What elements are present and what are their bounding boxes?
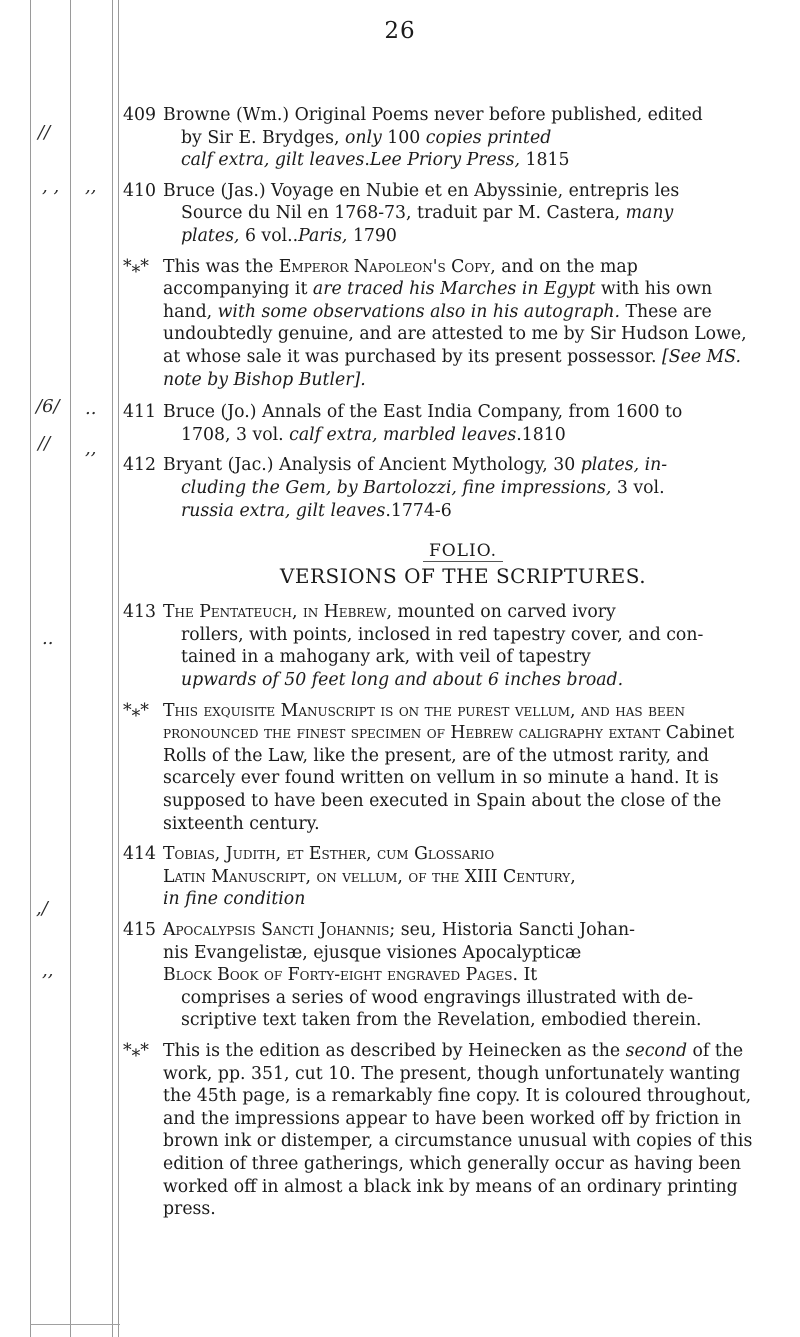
entry-line: Latin Manuscript, on vellum, of the XIII Century, bbox=[163, 866, 576, 887]
imprint-year: 1810 bbox=[521, 424, 566, 445]
entry-411 bbox=[123, 401, 763, 446]
asterism: *⁎* bbox=[123, 256, 149, 277]
entry-412 bbox=[123, 454, 763, 522]
entry-line: Bruce (Jo.) Annals of the East India Company, from 1600 to bbox=[163, 402, 683, 423]
note-line: unusual with copies of this edition of three gatherings, which bbox=[163, 1131, 753, 1174]
note-line: ink by means of an ordinary printing press. bbox=[163, 1176, 738, 1220]
margin-mark: ,/ bbox=[36, 898, 48, 919]
text-run: 1708, 3 vol. bbox=[181, 424, 290, 445]
entry-number: 414 bbox=[123, 844, 156, 865]
entry-line bbox=[163, 964, 763, 987]
imprint-year: 1815 bbox=[525, 150, 570, 171]
entry-413 bbox=[123, 601, 763, 691]
text-run: and on the map bbox=[495, 256, 638, 277]
entry-line: tained in a mahogany ark, with veil of tapestry bbox=[181, 647, 591, 668]
margin-mark: .. bbox=[42, 628, 54, 649]
note-line: This exquisite Manuscript is on the purest vellum, bbox=[163, 700, 576, 721]
entry-line: upwards of 50 feet long and about 6 inches broad. bbox=[181, 670, 624, 691]
entry-line bbox=[163, 601, 763, 624]
note-line: worked off by friction in brown ink or distemper, a circumstance bbox=[163, 1108, 742, 1152]
note-line bbox=[163, 257, 638, 277]
folio-label: FOLIO. bbox=[423, 541, 503, 562]
entry-line: comprises a series of wood engravings illustrated with de- bbox=[181, 987, 694, 1008]
note-line: These are undoubtedly genuine, and are attested to me by Sir bbox=[163, 301, 712, 345]
text-run: accompanying it bbox=[163, 279, 313, 300]
text-run: Emperor Napoleon's Copy, bbox=[278, 256, 496, 277]
catalogue-text bbox=[123, 104, 763, 1229]
leader-dot: . bbox=[516, 424, 522, 445]
entry-414 bbox=[123, 843, 763, 911]
text-run: own hand, bbox=[163, 279, 713, 322]
entry-number: 411 bbox=[123, 402, 156, 423]
entry-415 bbox=[123, 919, 763, 1032]
note-line: Hudson Lowe, at whose sale it was purchased by its present bbox=[163, 324, 747, 367]
page-number: 26 bbox=[384, 18, 416, 44]
entry-409 bbox=[123, 104, 763, 172]
imprint-year: 1790 bbox=[352, 225, 397, 246]
margin-mark: .. bbox=[85, 398, 97, 419]
entry-line: rollers, with points, inclosed in red tapestry cover, and con- bbox=[181, 624, 704, 645]
text-run: cluding the Gem, by Bartolozzi, fine impressions, bbox=[181, 477, 612, 498]
note-410 bbox=[123, 256, 763, 392]
note-line bbox=[163, 1041, 709, 1061]
note-line: rarity, and scarcely ever found written on vellum in so minute bbox=[163, 745, 709, 789]
text-run: of bbox=[687, 1040, 710, 1061]
text-run: Bryant (Jac.) Analysis of Ancient Mythology, 30 bbox=[163, 455, 581, 476]
margin-mark: ,, bbox=[85, 438, 97, 459]
entry-410 bbox=[123, 180, 763, 248]
note-line: generally occur as having been worked off in almost a black bbox=[163, 1153, 742, 1197]
entry-line bbox=[163, 127, 763, 150]
imprint: Lee Priory Press, bbox=[369, 150, 520, 171]
text-run: plates, in- bbox=[580, 455, 668, 476]
text-run: Apocalypsis Sancti Johannis; bbox=[163, 920, 396, 940]
entry-line bbox=[163, 424, 721, 447]
asterism: *⁎* bbox=[123, 1040, 149, 1061]
margin-mark: ,, bbox=[85, 176, 97, 197]
note-line bbox=[163, 279, 670, 299]
entry-line bbox=[163, 149, 711, 172]
entry-line bbox=[163, 225, 691, 248]
text-run: [See MS. note by Bishop Butler]. bbox=[163, 346, 741, 390]
entry-number: 409 bbox=[123, 105, 156, 125]
entry-number: 413 bbox=[123, 602, 156, 623]
text-run: by Sir E. Brydges, bbox=[181, 127, 345, 148]
text-run: second bbox=[625, 1040, 688, 1061]
entry-line bbox=[163, 477, 763, 500]
text-run: Source du Nil en 1768-73, traduit par M. Castera, bbox=[181, 203, 621, 224]
margin-mark: // bbox=[38, 433, 51, 454]
text-run: 3 vol. bbox=[611, 477, 665, 498]
note-line: wanting the 45th page, is a remarkably fine copy. It is bbox=[163, 1063, 741, 1107]
entry-number: 415 bbox=[123, 920, 156, 940]
note-413 bbox=[123, 700, 763, 836]
note-line: Hebrew caligraphy extant bbox=[450, 723, 661, 744]
entry-line: Tobias, Judith, et Esther, cum Glossario bbox=[163, 844, 495, 865]
note-line: coloured throughout, and the impressions appear to have been bbox=[163, 1086, 752, 1129]
note-line: and has been pronounced the finest specimen of bbox=[163, 700, 685, 744]
entry-line bbox=[163, 454, 763, 477]
entry-line: Bruce (Jas.) Voyage en Nubie et en Abyssinie, entrepris les bbox=[163, 180, 680, 201]
note-line: the close of the sixteenth century. bbox=[163, 791, 722, 834]
text-run: Block Book of Forty-eight engraved Pages. bbox=[163, 965, 518, 986]
text-run: copies printed bbox=[425, 127, 552, 148]
text-run: only bbox=[344, 127, 382, 148]
section-heading: VERSIONS OF THE SCRIPTURES. bbox=[279, 563, 647, 588]
margin-mark: , , bbox=[42, 176, 60, 197]
margin-rule-3 bbox=[112, 0, 113, 1337]
margin-rule-bottom bbox=[30, 1324, 120, 1325]
note-line: the work, pp. 351, cut 10. The present, though unfortunately bbox=[163, 1040, 744, 1084]
text-run: It bbox=[517, 965, 538, 986]
note-415 bbox=[123, 1040, 763, 1221]
text-run: The Pentateuch, in Hebrew, bbox=[163, 602, 393, 623]
entry-line: Browne (Wm.) Original Poems never before published, edited bbox=[163, 105, 703, 125]
margin-mark: // bbox=[38, 122, 51, 143]
text-run: mounted on carved ivory bbox=[392, 602, 616, 623]
text-run: possessor. bbox=[567, 346, 663, 367]
text-run: many bbox=[625, 203, 674, 224]
margin-rule-4 bbox=[118, 0, 119, 1337]
entry-line bbox=[163, 202, 763, 225]
note-line: Cabinet Rolls of the Law, like the present, are of the utmost bbox=[163, 723, 735, 766]
margin-mark: /6/ bbox=[36, 396, 60, 417]
text-run: seu, Historia Sancti Johan- bbox=[395, 920, 635, 940]
margin-rule-2 bbox=[70, 0, 71, 1337]
binding-note: russia extra, gilt leaves bbox=[181, 500, 386, 521]
text-run: with some observations also in his autograph. bbox=[217, 301, 621, 322]
margin-mark: ,, bbox=[42, 960, 54, 981]
imprint-year: 1774-6 bbox=[390, 500, 452, 521]
entry-line: nis Evangelistæ, ejusque visiones Apocalypticæ bbox=[163, 942, 582, 963]
leader-dot: . bbox=[292, 225, 299, 246]
imprint: Paris, bbox=[298, 225, 348, 246]
entry-line: scriptive text taken from the Revelation, embodied therein. bbox=[181, 1010, 702, 1031]
leader-dot: . bbox=[364, 150, 370, 171]
entry-number: 412 bbox=[123, 455, 156, 476]
entry-number: 410 bbox=[123, 180, 156, 201]
entry-line bbox=[163, 919, 763, 942]
leader-dot: . bbox=[385, 500, 391, 521]
entry-line bbox=[163, 500, 691, 523]
margin-rule-1 bbox=[30, 0, 31, 1337]
text-run: 100 bbox=[381, 127, 426, 148]
entry-line: in fine condition bbox=[163, 889, 306, 910]
binding-note: calf extra, gilt leaves bbox=[181, 150, 365, 171]
text-run: with his bbox=[595, 279, 671, 300]
text-run: 6 vol. bbox=[244, 225, 293, 246]
text-run: are traced his Marches in Egypt bbox=[312, 279, 596, 300]
text-run: This is the edition as described by Heinecken as the bbox=[163, 1040, 626, 1061]
asterism: *⁎* bbox=[123, 700, 149, 721]
text-run: plates, bbox=[181, 225, 240, 246]
note-line: a hand. It is supposed to have been executed in Spain about bbox=[163, 768, 719, 812]
folio-heading bbox=[123, 540, 763, 563]
text-run: This was the bbox=[163, 256, 279, 277]
text-run: calf extra, marbled leaves bbox=[289, 424, 517, 445]
